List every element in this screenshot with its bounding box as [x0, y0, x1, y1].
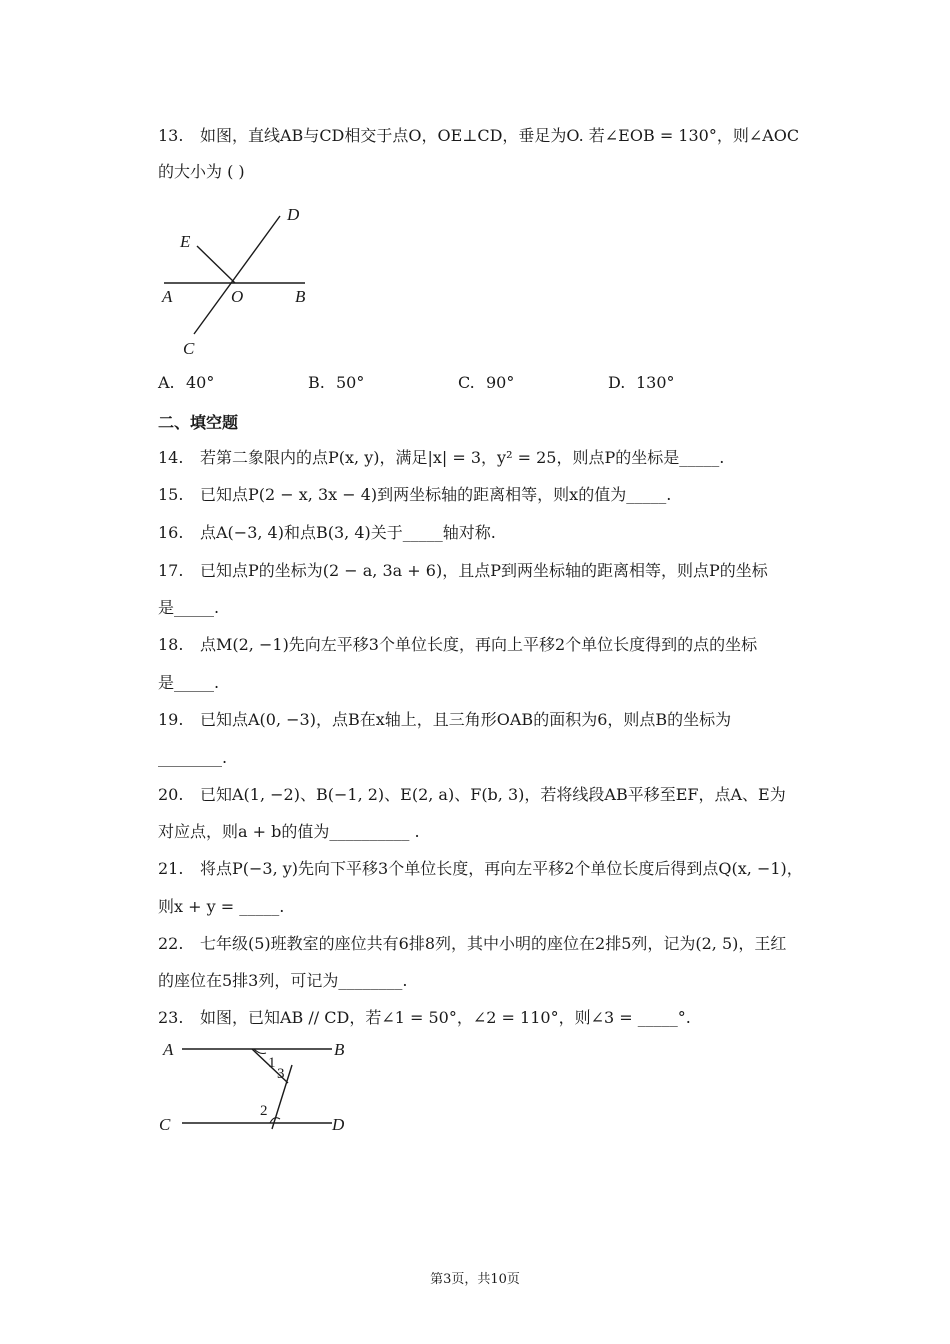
option-label: D. [608, 373, 626, 392]
ray-oe [197, 246, 235, 283]
option-d[interactable] [608, 373, 675, 393]
label-b: B [334, 1040, 345, 1059]
label-a: A [163, 1040, 174, 1059]
q14-line-1 [158, 448, 724, 468]
q17-line-2: 是_____. [158, 598, 220, 617]
question-text: 已知点A(0, −3)，点B在x轴上，且三角形OAB的面积为6，则点B的坐标为 [200, 710, 732, 729]
page-footer: 第3页，共10页 [430, 1272, 520, 1287]
question-text: 将点P(−3, y)先向下平移3个单位长度，再向左平移2个单位长度后得到点Q(x, −1)， [200, 859, 803, 878]
question-text: 点A(−3, 4)和点B(3, 4)关于_____轴对称. [200, 523, 496, 542]
q20-line-1 [158, 785, 786, 805]
option-b[interactable] [308, 373, 364, 393]
question-text: 点M(2, −1)先向左平移3个单位长度，再向上平移2个单位长度得到的点的坐标 [200, 635, 758, 654]
option-text: 90° [486, 373, 515, 392]
label-d: D [332, 1115, 345, 1134]
q17-line-1 [158, 561, 768, 581]
q16-line-1 [158, 523, 496, 543]
question-text: 如图，直线AB与CD相交于点O，OE⊥CD，垂足为O. 若∠EOB = 130°，则∠AOC [200, 126, 800, 145]
question-text: 已知点P(2 − x, 3x − 4)到两坐标轴的距离相等，则x的值为_____. [200, 485, 672, 504]
label-o: O [231, 287, 244, 306]
q13-line-2: 的大小为 ( ) [158, 162, 245, 181]
q23-line-1 [158, 1008, 691, 1028]
q20-line-2: 对应点，则a + b的值为__________ . [158, 822, 420, 841]
question-number: 13. [158, 126, 184, 145]
q13-line-1 [158, 126, 799, 146]
q22-line-2: 的座位在5排3列，可记为________. [158, 971, 408, 990]
option-a[interactable] [158, 373, 214, 393]
question-number: 16. [158, 523, 184, 542]
question-number: 21. [158, 859, 184, 878]
q22-line-1 [158, 934, 786, 954]
question-number: 15. [158, 485, 184, 504]
label-a: A [162, 287, 173, 306]
question-number: 19. [158, 710, 184, 729]
question-number: 23. [158, 1008, 184, 1027]
question-number: 22. [158, 934, 184, 953]
q19-line-1 [158, 710, 731, 730]
angle-2-label: 2 [260, 1103, 268, 1119]
label-d: D [287, 205, 300, 224]
option-label: A. [158, 373, 175, 392]
label-c: C [159, 1115, 171, 1134]
angle-1-label: 1 [268, 1055, 276, 1071]
option-text: 130° [636, 373, 675, 392]
q15-line-1 [158, 485, 671, 505]
question-number: 18. [158, 635, 184, 654]
question-number: 17. [158, 561, 184, 580]
q21-line-2: 则x + y = _____. [158, 897, 285, 916]
q13-figure [150, 202, 350, 362]
q18-line-2: 是_____. [158, 673, 220, 692]
q23-figure [150, 1035, 370, 1145]
line-cd [194, 216, 280, 334]
question-text: 已知A(1, −2)、B(−1, 2)、E(2, a)、F(b, 3)，若将线段AB平移至EF，点A、E为 [200, 785, 786, 804]
section-title: 二、填空题 [158, 413, 239, 432]
angle-3-label: 3 [277, 1066, 285, 1082]
question-text: 已知点P的坐标为(2 − a, 3a + 6)，且点P到两坐标轴的距离相等，则点P的坐标 [200, 561, 768, 580]
question-text: 若第二象限内的点P(x, y)，满足|x| = 3，y² = 25，则点P的坐标是_____. [200, 448, 725, 467]
q21-line-1 [158, 859, 803, 879]
q18-line-1 [158, 635, 757, 655]
option-c[interactable] [458, 373, 514, 393]
option-label: C. [458, 373, 475, 392]
q19-line-2: ________. [158, 748, 228, 767]
option-text: 50° [336, 373, 365, 392]
question-number: 20. [158, 785, 184, 804]
option-label: B. [308, 373, 325, 392]
option-text: 40° [186, 373, 215, 392]
label-e: E [180, 232, 191, 251]
question-number: 14. [158, 448, 184, 467]
label-b: B [295, 287, 306, 306]
question-text: 如图，已知AB // CD，若∠1 = 50°，∠2 = 110°，则∠3 = _____°. [200, 1008, 691, 1027]
label-c: C [183, 339, 195, 358]
question-text: 七年级(5)班教室的座位共有6排8列，其中小明的座位在2排5列，记为(2, 5)，王红 [200, 934, 787, 953]
